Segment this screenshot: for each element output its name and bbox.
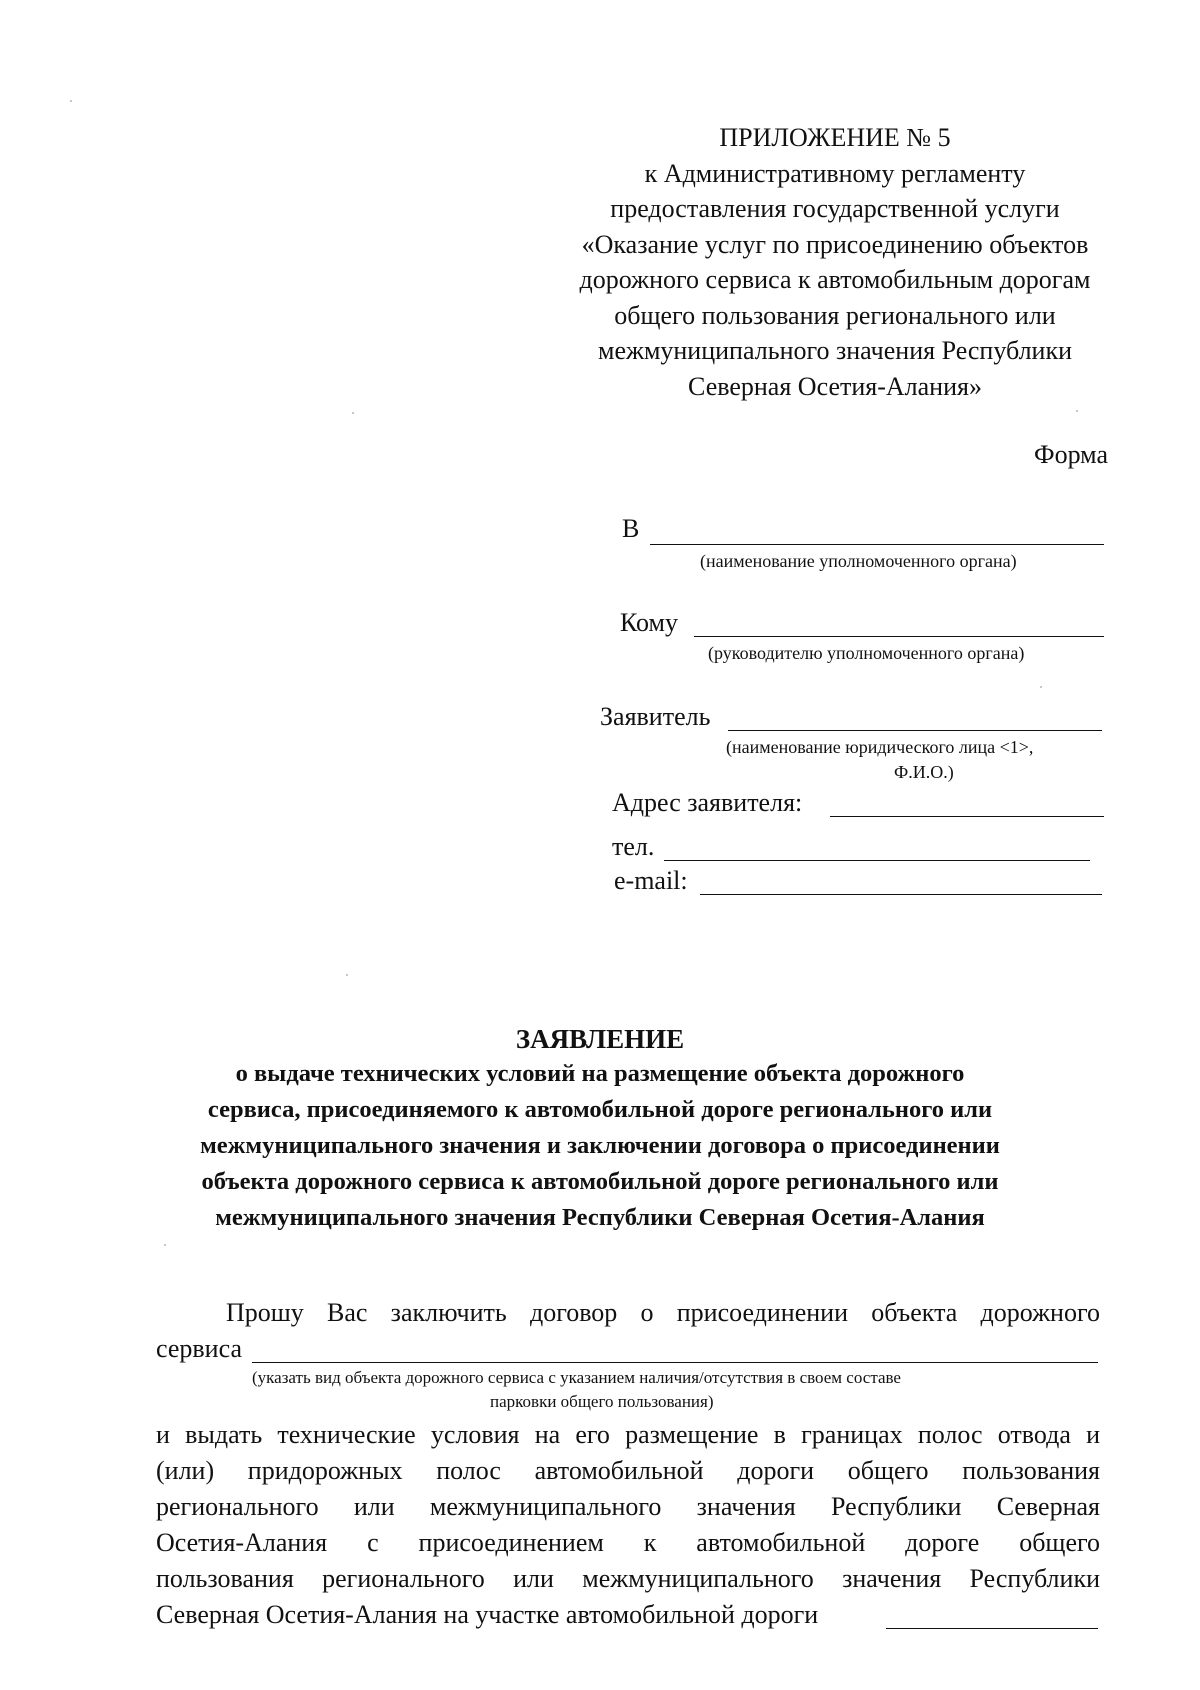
service-hint-parking: парковки общего пользования) bbox=[490, 1392, 714, 1411]
appendix-line: к Административному регламенту bbox=[644, 158, 1026, 188]
applicant-hint: (наименование юридического лица <1>, bbox=[726, 737, 1034, 757]
paragraph-text: Осетия-Алания с присоединением к автомобильной дороге общего bbox=[156, 1528, 1100, 1557]
appendix-header bbox=[555, 120, 1115, 404]
scan-speck bbox=[352, 412, 354, 414]
paragraph-line bbox=[156, 1492, 1100, 1522]
service-type-blank[interactable] bbox=[252, 1362, 1098, 1363]
service-label: сервиса bbox=[156, 1334, 242, 1363]
whom-label: Кому bbox=[620, 608, 679, 637]
address-blank[interactable] bbox=[830, 816, 1104, 817]
appendix-line: предоставления государственной услуги bbox=[610, 194, 1060, 223]
statement-title: ЗАЯВЛЕНИЕ bbox=[515, 1024, 685, 1054]
service-hint: (указать вид объекта дорожного сервиса с указанием наличия/отсутствия в своем составе bbox=[252, 1368, 901, 1387]
road-section-label: Северная Осетия-Алания на участке автомобильной дороги bbox=[156, 1600, 819, 1629]
whom-blank[interactable] bbox=[694, 636, 1104, 637]
scan-speck bbox=[70, 100, 72, 102]
appendix-line: межмуниципального значения Республики bbox=[597, 336, 1073, 365]
statement-subtitle-line: межмуниципального значения Республики Северная Осетия-Алания bbox=[215, 1204, 985, 1231]
scan-speck bbox=[346, 974, 348, 976]
scan-speck bbox=[1076, 410, 1078, 412]
email-blank[interactable] bbox=[700, 894, 1102, 895]
appendix-line: «Оказание услуг по присоединению объектов bbox=[581, 229, 1089, 259]
statement-subtitle-line: сервиса, присоединяемого к автомобильной дороге регионального или bbox=[207, 1096, 993, 1123]
paragraph-text: регионального или межмуниципального значения Республики Северная bbox=[156, 1492, 1100, 1521]
appendix-line: ПРИЛОЖЕНИЕ № 5 bbox=[719, 123, 951, 152]
to-label: В bbox=[622, 514, 640, 543]
paragraph-line bbox=[156, 1564, 1100, 1594]
appendix-line: общего пользования регионального или bbox=[614, 300, 1056, 330]
email-label: e-mail: bbox=[614, 866, 688, 895]
to-hint: (наименование уполномоченного органа) bbox=[700, 551, 1017, 571]
statement-subtitle-line: о выдаче технических условий на размещение объекта дорожного bbox=[235, 1060, 965, 1087]
statement-subtitle-line: межмуниципального значения и заключении договора о присоединении bbox=[200, 1132, 1000, 1159]
request-line bbox=[226, 1298, 1100, 1328]
paragraph-text: (или) придорожных полос автомобильной дороги общего пользования bbox=[156, 1456, 1100, 1485]
paragraph-line bbox=[156, 1420, 1100, 1450]
appendix-line: дорожного сервиса к автомобильным дорогам bbox=[579, 265, 1091, 294]
paragraph-text: и выдать технические условия на его размещение в границах полос отвода и bbox=[156, 1420, 1100, 1449]
scan-speck bbox=[164, 1244, 166, 1246]
scan-speck bbox=[1040, 686, 1042, 688]
form-label: Форма bbox=[1034, 440, 1108, 469]
request-text: Прошу Вас заключить договор о присоединении объекта дорожного bbox=[226, 1298, 1100, 1327]
to-blank[interactable] bbox=[650, 544, 1104, 545]
address-label: Адрес заявителя: bbox=[612, 788, 803, 817]
paragraph-line bbox=[156, 1528, 1100, 1558]
paragraph-text: пользования регионального или межмуниципального значения Республики bbox=[156, 1564, 1100, 1593]
phone-label: тел. bbox=[612, 832, 655, 861]
statement-subtitle-line: объекта дорожного сервиса к автомобильной дороге регионального или bbox=[201, 1168, 999, 1195]
applicant-label: Заявитель bbox=[600, 702, 711, 731]
applicant-hint-fio: Ф.И.О.) bbox=[894, 762, 954, 782]
whom-hint: (руководителю уполномоченного органа) bbox=[708, 643, 1025, 663]
paragraph-line bbox=[156, 1456, 1100, 1486]
phone-blank[interactable] bbox=[664, 860, 1090, 861]
applicant-blank[interactable] bbox=[728, 730, 1102, 731]
road-section-blank[interactable] bbox=[886, 1628, 1098, 1629]
appendix-line: Северная Осетия-Алания» bbox=[688, 371, 982, 401]
